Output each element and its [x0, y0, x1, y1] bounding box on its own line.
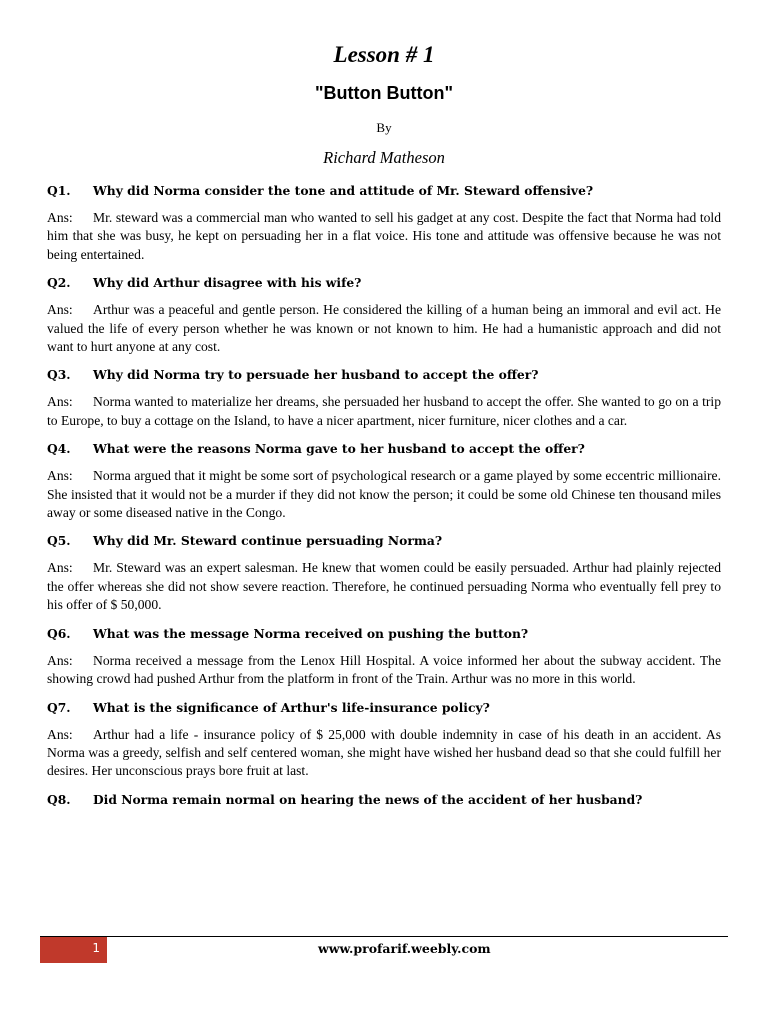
- question: [47, 624, 721, 643]
- answer-label: Ans:: [47, 468, 73, 484]
- question-number: Q1.: [47, 183, 71, 198]
- answer-label: Ans:: [47, 302, 73, 318]
- answer-text: Norma received a message from the Lenox Hill Hospital. A voice informed her about the subway accident. The showing crowd had pushed Arthur from the platform in front of the Train. Arthur was no more in this world.: [47, 652, 721, 687]
- question: [47, 273, 721, 292]
- answer: [47, 393, 721, 430]
- question: [47, 790, 721, 809]
- qa-item-7: [47, 698, 721, 781]
- answer-text: Norma argued that it might be some sort of psychological research or a game played by some eccentric millionaire. She insisted that it would not be a murder if they did not know the person; it could be some old Chinese ten thousand miles away or some diseased native in the Congo.: [47, 468, 721, 521]
- question-answer-list: [47, 181, 721, 818]
- qa-item-3: [47, 365, 721, 430]
- question-number: Q2.: [47, 275, 71, 291]
- question: [47, 365, 721, 384]
- answer: [47, 652, 721, 689]
- question-text: Why did Arthur disagree with his wife?: [93, 275, 362, 291]
- answer: [47, 209, 721, 264]
- answer-text: Arthur was a peaceful and gentle person. He considered the killing of a human being an immoral and evil act. He valued the life of every person whether he was known or not known to him. He had a humanistic approach and did not want to hurt anyone at any cost.: [47, 302, 721, 355]
- qa-item-4: [47, 439, 721, 522]
- answer: [47, 301, 721, 356]
- question-number: Q6.: [47, 625, 71, 641]
- answer-text: Mr. steward was a commercial man who wanted to sell his gadget at any cost. Despite the fact that Norma had told him that she was busy, he kept on persuading her in a flat voice. His tone and attitude was offensive because he was not being entertained.: [47, 210, 721, 262]
- answer: [47, 726, 721, 781]
- question-number: Q7.: [47, 699, 71, 715]
- question-text: Did Norma remain normal on hearing the news of the accident of her husband?: [93, 791, 643, 807]
- by-line: By: [376, 120, 392, 135]
- answer-label: Ans:: [47, 726, 73, 742]
- answer-text: Norma wanted to materialize her dreams, she persuaded her husband to accept the offer. She wanted to go on a trip to Europe, to buy a cottage on the Island, to have a nicer apartment, nicer furniture, nicer clothes and a car.: [47, 394, 721, 428]
- question-text: What were the reasons Norma gave to her husband to accept the offer?: [93, 441, 585, 457]
- question: [47, 698, 721, 717]
- answer: [47, 559, 721, 614]
- story-title: "Button Button": [314, 83, 453, 103]
- answer-text: Mr. Steward was an expert salesman. He knew that women could be easily persuaded. Arthur had plainly rejected the offer whereas she did not show severe reaction. Therefore, he continued persuading Norma who eventually fell prey to his offer of $ 50,000.: [47, 560, 721, 613]
- question-number: Q5.: [47, 533, 71, 549]
- footer-website: www.profarif.weebly.com: [318, 941, 491, 956]
- footer-divider: [40, 936, 728, 937]
- answer-label: Ans:: [47, 394, 73, 410]
- question: [47, 181, 721, 200]
- answer: [47, 467, 721, 522]
- answer-label: Ans:: [47, 560, 73, 576]
- question-text: What was the message Norma received on pushing the button?: [93, 625, 529, 641]
- qa-item-1: [47, 181, 721, 264]
- answer-label: Ans:: [47, 652, 73, 668]
- question: [47, 531, 721, 550]
- qa-item-5: [47, 531, 721, 614]
- qa-item-2: [47, 273, 721, 356]
- question-number: Q3.: [47, 367, 71, 383]
- question-text: Why did Norma try to persuade her husband to accept the offer?: [93, 367, 539, 383]
- question-text: Why did Mr. Steward continue persuading Norma?: [93, 533, 443, 549]
- qa-item-6: [47, 624, 721, 689]
- question: [47, 439, 721, 458]
- question-text: What is the significance of Arthur's life-insurance policy?: [93, 699, 490, 715]
- qa-item-8: [47, 790, 721, 809]
- answer-text: Arthur had a life - insurance policy of $ 25,000 with double indemnity in case of his death in an accident. As Norma was a greedy, selfish and self centered woman, she might have wished her husband dead so that she could fulfill her desires. Her unconscious prays bore fruit at last.: [47, 726, 721, 779]
- question-number: Q8.: [47, 791, 71, 807]
- lesson-title: Lesson # 1: [333, 42, 435, 67]
- question-number: Q4.: [47, 441, 71, 457]
- author-name: Richard Matheson: [323, 148, 445, 167]
- question-text: Why did Norma consider the tone and attitude of Mr. Steward offensive?: [93, 183, 594, 198]
- page-number: 1: [92, 941, 100, 955]
- answer-label: Ans:: [47, 210, 73, 225]
